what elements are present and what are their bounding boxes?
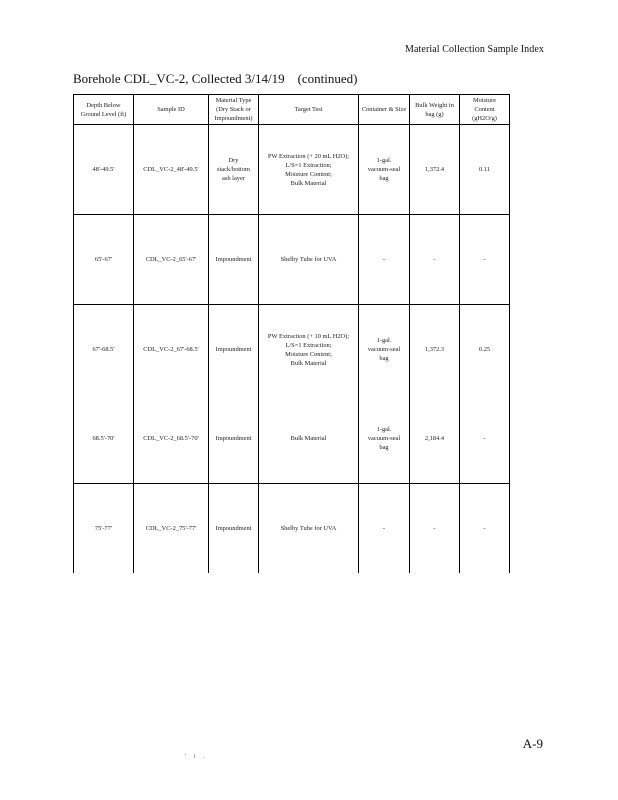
cell-bulk-weight: 1,372.3	[410, 305, 460, 395]
table-row	[74, 125, 510, 215]
page-number: A-9	[522, 736, 543, 751]
cell-sample-id: CDL_VC-2_65'-67'	[134, 215, 209, 305]
cell-material-type: Dry stack/bottom ash layer	[209, 125, 259, 215]
col-header-material-type: Material Type (Dry Stack or Impoundment)	[209, 95, 259, 125]
footer-mark: ' i .	[185, 754, 208, 760]
cell-depth: 75'-77'	[74, 484, 134, 574]
cell-container: 1-gal. vacuum-seal bag	[359, 305, 410, 395]
cell-moisture: -	[460, 394, 510, 484]
cell-container: -	[359, 215, 410, 305]
col-header-target-test: Target Test	[259, 95, 359, 125]
cell-target-test: PW Extraction (+ 10 mL H2O); L/S=1 Extraction; Moisture Content; Bulk Material	[259, 305, 359, 395]
table-row	[74, 305, 510, 395]
cell-sample-id: CDL_VC-2_75'-77'	[134, 484, 209, 574]
cell-bulk-weight: 1,372.4	[410, 125, 460, 215]
col-header-depth: Depth Below Ground Level (ft)	[74, 95, 134, 125]
cell-sample-id: CDL_VC-2_67'-68.5'	[134, 305, 209, 395]
cell-depth: 65'-67'	[74, 215, 134, 305]
cell-depth: 67'-68.5'	[74, 305, 134, 395]
sample-index-table	[73, 94, 510, 573]
cell-container: 1-gal. vacuum-seal bag	[359, 125, 410, 215]
cell-sample-id: CDL_VC-2_48'-49.5'	[134, 125, 209, 215]
section-title: Borehole CDL_VC-2, Collected 3/14/19 (continued)	[73, 71, 358, 86]
cell-sample-id: CDL_VC-2_68.5'-70'	[134, 394, 209, 484]
cell-bulk-weight: -	[410, 215, 460, 305]
cell-moisture: 0.11	[460, 125, 510, 215]
cell-container: -	[359, 484, 410, 574]
cell-material-type: Impoundment	[209, 215, 259, 305]
cell-moisture: 0.25	[460, 305, 510, 395]
table-header-row	[74, 95, 510, 125]
table-row	[74, 484, 510, 574]
cell-bulk-weight: 2,184.4	[410, 394, 460, 484]
cell-container: 1-gal. vacuum-seal bag	[359, 394, 410, 484]
cell-moisture: -	[460, 215, 510, 305]
cell-material-type: Impoundment	[209, 394, 259, 484]
cell-bulk-weight: -	[410, 484, 460, 574]
col-header-sample-id: Sample ID	[134, 95, 209, 125]
cell-moisture: -	[460, 484, 510, 574]
col-header-bulk-weight: Bulk Weight in bag (g)	[410, 95, 460, 125]
cell-depth: 68.5'-70'	[74, 394, 134, 484]
cell-target-test: PW Extraction (+ 20 mL H2O); L/S=1 Extraction; Moisture Content; Bulk Material	[259, 125, 359, 215]
cell-target-test: Shelby Tube for UVA	[259, 484, 359, 574]
table-row	[74, 394, 510, 484]
cell-material-type: Impoundment	[209, 484, 259, 574]
col-header-container: Container & Size	[359, 95, 410, 125]
cell-material-type: Impoundment	[209, 305, 259, 395]
cell-target-test: Shelby Tube for UVA	[259, 215, 359, 305]
cell-target-test: Bulk Material	[259, 394, 359, 484]
table-row	[74, 215, 510, 305]
running-header: Material Collection Sample Index	[405, 44, 544, 55]
cell-depth: 48'-49.5'	[74, 125, 134, 215]
col-header-moisture: Moisture Content (gH2O/g)	[460, 95, 510, 125]
